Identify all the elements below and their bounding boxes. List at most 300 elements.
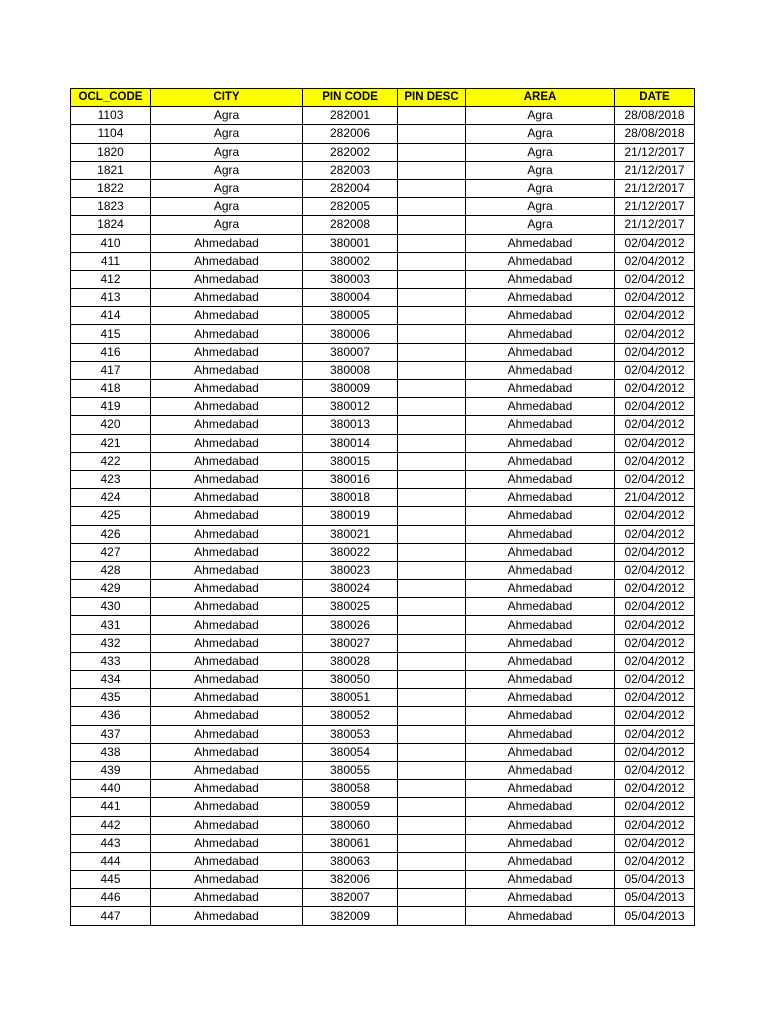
city-cell: Ahmedabad (151, 598, 303, 616)
pin-desc-cell (398, 252, 466, 270)
ocl-code-cell: 441 (71, 798, 151, 816)
area-cell: Ahmedabad (466, 780, 615, 798)
area-cell: Ahmedabad (466, 816, 615, 834)
pin-desc-cell (398, 598, 466, 616)
pin-code-cell: 282002 (303, 143, 398, 161)
area-cell: Ahmedabad (466, 671, 615, 689)
table-row (71, 580, 695, 598)
area-cell: Ahmedabad (466, 489, 615, 507)
area-cell: Ahmedabad (466, 343, 615, 361)
date-cell: 21/12/2017 (615, 161, 695, 179)
date-cell: 02/04/2012 (615, 725, 695, 743)
pin-code-cell: 382007 (303, 889, 398, 907)
pin-code-cell: 380001 (303, 234, 398, 252)
table-row (71, 416, 695, 434)
pin-desc-cell (398, 816, 466, 834)
table-row (71, 125, 695, 143)
table-row (71, 743, 695, 761)
date-cell: 02/04/2012 (615, 780, 695, 798)
table-row (71, 343, 695, 361)
date-cell: 02/04/2012 (615, 652, 695, 670)
city-cell: Ahmedabad (151, 525, 303, 543)
ocl-code-cell: 439 (71, 761, 151, 779)
ocl-code-cell: 426 (71, 525, 151, 543)
table-row (71, 798, 695, 816)
table-row (71, 289, 695, 307)
pin-desc-cell (398, 198, 466, 216)
pin-desc-cell (398, 871, 466, 889)
area-cell: Agra (466, 107, 615, 125)
date-cell: 02/04/2012 (615, 616, 695, 634)
pin-code-cell: 380026 (303, 616, 398, 634)
city-cell: Agra (151, 143, 303, 161)
date-cell: 02/04/2012 (615, 634, 695, 652)
pin-code-cell: 282001 (303, 107, 398, 125)
city-cell: Ahmedabad (151, 907, 303, 925)
ocl-code-cell: 436 (71, 707, 151, 725)
date-cell: 28/08/2018 (615, 107, 695, 125)
city-cell: Agra (151, 125, 303, 143)
table-row (71, 307, 695, 325)
ocl-code-cell: 446 (71, 889, 151, 907)
pin-code-cell: 380027 (303, 634, 398, 652)
pin-desc-cell (398, 561, 466, 579)
header-pin-code: PIN CODE (303, 89, 398, 107)
pin-desc-cell (398, 470, 466, 488)
table-row (71, 489, 695, 507)
table-row (71, 380, 695, 398)
city-cell: Ahmedabad (151, 543, 303, 561)
pin-desc-cell (398, 343, 466, 361)
pin-desc-cell (398, 289, 466, 307)
date-cell: 02/04/2012 (615, 361, 695, 379)
pin-code-cell: 282003 (303, 161, 398, 179)
table-row (71, 143, 695, 161)
table-row (71, 525, 695, 543)
ocl-code-cell: 445 (71, 871, 151, 889)
area-cell: Ahmedabad (466, 561, 615, 579)
area-cell: Ahmedabad (466, 325, 615, 343)
area-cell: Ahmedabad (466, 398, 615, 416)
table-row (71, 689, 695, 707)
area-cell: Ahmedabad (466, 743, 615, 761)
table-row (71, 761, 695, 779)
area-cell: Ahmedabad (466, 289, 615, 307)
table-row (71, 470, 695, 488)
pin-desc-cell (398, 489, 466, 507)
pin-desc-cell (398, 361, 466, 379)
date-cell: 02/04/2012 (615, 325, 695, 343)
table-row (71, 634, 695, 652)
pin-code-cell: 380005 (303, 307, 398, 325)
pin-code-cell: 380019 (303, 507, 398, 525)
ocl-code-cell: 430 (71, 598, 151, 616)
ocl-code-cell: 423 (71, 470, 151, 488)
table-row (71, 907, 695, 925)
pin-desc-cell (398, 725, 466, 743)
date-cell: 02/04/2012 (615, 671, 695, 689)
pin-code-cell: 382006 (303, 871, 398, 889)
table-row (71, 507, 695, 525)
pin-code-cell: 380003 (303, 270, 398, 288)
pin-desc-cell (398, 434, 466, 452)
table-row (71, 179, 695, 197)
ocl-code-cell: 420 (71, 416, 151, 434)
area-cell: Ahmedabad (466, 307, 615, 325)
date-cell: 21/04/2012 (615, 489, 695, 507)
pin-desc-cell (398, 743, 466, 761)
pin-code-cell: 380022 (303, 543, 398, 561)
table-row (71, 616, 695, 634)
table-row (71, 252, 695, 270)
area-cell: Agra (466, 143, 615, 161)
ocl-code-cell: 433 (71, 652, 151, 670)
pin-code-cell: 380028 (303, 652, 398, 670)
pin-code-cell: 380007 (303, 343, 398, 361)
area-cell: Ahmedabad (466, 871, 615, 889)
area-cell: Ahmedabad (466, 634, 615, 652)
city-cell: Ahmedabad (151, 852, 303, 870)
pin-desc-cell (398, 907, 466, 925)
area-cell: Ahmedabad (466, 834, 615, 852)
date-cell: 02/04/2012 (615, 434, 695, 452)
city-cell: Ahmedabad (151, 561, 303, 579)
area-cell: Ahmedabad (466, 798, 615, 816)
city-cell: Ahmedabad (151, 452, 303, 470)
area-cell: Agra (466, 161, 615, 179)
date-cell: 02/04/2012 (615, 561, 695, 579)
ocl-code-cell: 1824 (71, 216, 151, 234)
pin-code-cell: 382009 (303, 907, 398, 925)
ocl-code-cell: 428 (71, 561, 151, 579)
pin-code-cell: 380018 (303, 489, 398, 507)
table-row (71, 671, 695, 689)
table-row (71, 216, 695, 234)
table-row (71, 198, 695, 216)
area-cell: Ahmedabad (466, 852, 615, 870)
table-row (71, 816, 695, 834)
area-cell: Ahmedabad (466, 689, 615, 707)
ocl-code-cell: 421 (71, 434, 151, 452)
pin-desc-cell (398, 380, 466, 398)
ocl-code-cell: 414 (71, 307, 151, 325)
area-cell: Ahmedabad (466, 361, 615, 379)
pin-desc-cell (398, 325, 466, 343)
pin-code-cell: 380058 (303, 780, 398, 798)
city-cell: Agra (151, 179, 303, 197)
date-cell: 21/12/2017 (615, 216, 695, 234)
area-cell: Ahmedabad (466, 525, 615, 543)
table-row (71, 725, 695, 743)
header-ocl-code: OCL_CODE (71, 89, 151, 107)
city-cell: Ahmedabad (151, 725, 303, 743)
date-cell: 02/04/2012 (615, 798, 695, 816)
city-cell: Ahmedabad (151, 380, 303, 398)
area-cell: Ahmedabad (466, 761, 615, 779)
ocl-code-cell: 438 (71, 743, 151, 761)
area-cell: Ahmedabad (466, 470, 615, 488)
pin-code-cell: 282008 (303, 216, 398, 234)
pin-code-cell: 380050 (303, 671, 398, 689)
table-body (71, 107, 695, 925)
date-cell: 02/04/2012 (615, 834, 695, 852)
city-cell: Ahmedabad (151, 871, 303, 889)
city-cell: Ahmedabad (151, 780, 303, 798)
ocl-code-cell: 1822 (71, 179, 151, 197)
pin-code-cell: 380054 (303, 743, 398, 761)
pincode-table (70, 88, 695, 926)
pin-desc-cell (398, 416, 466, 434)
city-cell: Ahmedabad (151, 507, 303, 525)
date-cell: 21/12/2017 (615, 198, 695, 216)
date-cell: 02/04/2012 (615, 580, 695, 598)
ocl-code-cell: 417 (71, 361, 151, 379)
pin-desc-cell (398, 452, 466, 470)
area-cell: Ahmedabad (466, 889, 615, 907)
city-cell: Ahmedabad (151, 816, 303, 834)
ocl-code-cell: 418 (71, 380, 151, 398)
pin-code-cell: 380008 (303, 361, 398, 379)
ocl-code-cell: 442 (71, 816, 151, 834)
city-cell: Ahmedabad (151, 798, 303, 816)
pin-desc-cell (398, 834, 466, 852)
city-cell: Ahmedabad (151, 343, 303, 361)
date-cell: 02/04/2012 (615, 743, 695, 761)
ocl-code-cell: 444 (71, 852, 151, 870)
area-cell: Ahmedabad (466, 507, 615, 525)
ocl-code-cell: 443 (71, 834, 151, 852)
table-row (71, 434, 695, 452)
area-cell: Ahmedabad (466, 725, 615, 743)
pin-desc-cell (398, 634, 466, 652)
pin-code-cell: 380006 (303, 325, 398, 343)
ocl-code-cell: 1823 (71, 198, 151, 216)
header-area: AREA (466, 89, 615, 107)
pin-code-cell: 380002 (303, 252, 398, 270)
area-cell: Ahmedabad (466, 252, 615, 270)
pin-desc-cell (398, 689, 466, 707)
area-cell: Agra (466, 198, 615, 216)
pin-desc-cell (398, 761, 466, 779)
ocl-code-cell: 435 (71, 689, 151, 707)
date-cell: 02/04/2012 (615, 452, 695, 470)
city-cell: Ahmedabad (151, 580, 303, 598)
pin-desc-cell (398, 125, 466, 143)
date-cell: 02/04/2012 (615, 525, 695, 543)
city-cell: Agra (151, 198, 303, 216)
table-row (71, 398, 695, 416)
table-row (71, 234, 695, 252)
date-cell: 02/04/2012 (615, 398, 695, 416)
pin-code-cell: 380055 (303, 761, 398, 779)
pin-desc-cell (398, 216, 466, 234)
city-cell: Ahmedabad (151, 325, 303, 343)
city-cell: Ahmedabad (151, 398, 303, 416)
date-cell: 02/04/2012 (615, 380, 695, 398)
pin-code-cell: 380024 (303, 580, 398, 598)
city-cell: Ahmedabad (151, 361, 303, 379)
city-cell: Agra (151, 107, 303, 125)
pin-desc-cell (398, 179, 466, 197)
table-row (71, 161, 695, 179)
ocl-code-cell: 429 (71, 580, 151, 598)
pin-code-cell: 380052 (303, 707, 398, 725)
pin-code-cell: 282006 (303, 125, 398, 143)
ocl-code-cell: 411 (71, 252, 151, 270)
table-row (71, 852, 695, 870)
pin-desc-cell (398, 507, 466, 525)
ocl-code-cell: 437 (71, 725, 151, 743)
pin-desc-cell (398, 398, 466, 416)
date-cell: 02/04/2012 (615, 707, 695, 725)
pin-desc-cell (398, 307, 466, 325)
area-cell: Ahmedabad (466, 707, 615, 725)
pin-code-cell: 380013 (303, 416, 398, 434)
table-row (71, 871, 695, 889)
date-cell: 05/04/2013 (615, 907, 695, 925)
ocl-code-cell: 434 (71, 671, 151, 689)
area-cell: Ahmedabad (466, 270, 615, 288)
pin-code-cell: 380059 (303, 798, 398, 816)
area-cell: Agra (466, 179, 615, 197)
date-cell: 02/04/2012 (615, 252, 695, 270)
city-cell: Ahmedabad (151, 689, 303, 707)
pin-code-cell: 282004 (303, 179, 398, 197)
ocl-code-cell: 422 (71, 452, 151, 470)
pin-desc-cell (398, 543, 466, 561)
city-cell: Ahmedabad (151, 652, 303, 670)
table-row (71, 543, 695, 561)
table-row (71, 834, 695, 852)
table-row (71, 780, 695, 798)
pin-desc-cell (398, 707, 466, 725)
ocl-code-cell: 416 (71, 343, 151, 361)
ocl-code-cell: 427 (71, 543, 151, 561)
ocl-code-cell: 419 (71, 398, 151, 416)
pin-desc-cell (398, 852, 466, 870)
pin-code-cell: 380014 (303, 434, 398, 452)
pin-desc-cell (398, 580, 466, 598)
pin-desc-cell (398, 107, 466, 125)
city-cell: Ahmedabad (151, 707, 303, 725)
pin-code-cell: 380063 (303, 852, 398, 870)
pin-desc-cell (398, 652, 466, 670)
area-cell: Agra (466, 125, 615, 143)
ocl-code-cell: 1820 (71, 143, 151, 161)
date-cell: 02/04/2012 (615, 289, 695, 307)
date-cell: 02/04/2012 (615, 689, 695, 707)
pin-code-cell: 380021 (303, 525, 398, 543)
table-row (71, 452, 695, 470)
ocl-code-cell: 1103 (71, 107, 151, 125)
table-row (71, 652, 695, 670)
date-cell: 02/04/2012 (615, 598, 695, 616)
pin-code-cell: 380061 (303, 834, 398, 852)
pin-desc-cell (398, 161, 466, 179)
city-cell: Ahmedabad (151, 761, 303, 779)
city-cell: Ahmedabad (151, 470, 303, 488)
city-cell: Ahmedabad (151, 434, 303, 452)
date-cell: 02/04/2012 (615, 507, 695, 525)
ocl-code-cell: 425 (71, 507, 151, 525)
date-cell: 21/12/2017 (615, 179, 695, 197)
ocl-code-cell: 431 (71, 616, 151, 634)
pin-code-cell: 380012 (303, 398, 398, 416)
pin-desc-cell (398, 798, 466, 816)
pin-desc-cell (398, 889, 466, 907)
pin-desc-cell (398, 525, 466, 543)
area-cell: Ahmedabad (466, 434, 615, 452)
area-cell: Ahmedabad (466, 652, 615, 670)
area-cell: Ahmedabad (466, 416, 615, 434)
table-row (71, 325, 695, 343)
pin-desc-cell (398, 270, 466, 288)
date-cell: 21/12/2017 (615, 143, 695, 161)
ocl-code-cell: 412 (71, 270, 151, 288)
pin-code-cell: 380051 (303, 689, 398, 707)
city-cell: Ahmedabad (151, 289, 303, 307)
date-cell: 02/04/2012 (615, 761, 695, 779)
pin-code-cell: 380015 (303, 452, 398, 470)
date-cell: 05/04/2013 (615, 889, 695, 907)
city-cell: Ahmedabad (151, 416, 303, 434)
pin-desc-cell (398, 780, 466, 798)
city-cell: Ahmedabad (151, 743, 303, 761)
date-cell: 02/04/2012 (615, 416, 695, 434)
table-row (71, 707, 695, 725)
area-cell: Ahmedabad (466, 380, 615, 398)
ocl-code-cell: 1821 (71, 161, 151, 179)
date-cell: 02/04/2012 (615, 543, 695, 561)
ocl-code-cell: 413 (71, 289, 151, 307)
city-cell: Agra (151, 161, 303, 179)
city-cell: Ahmedabad (151, 307, 303, 325)
city-cell: Ahmedabad (151, 252, 303, 270)
city-cell: Ahmedabad (151, 234, 303, 252)
pin-desc-cell (398, 671, 466, 689)
table-row (71, 107, 695, 125)
pin-code-cell: 380023 (303, 561, 398, 579)
header-pin-desc: PIN DESC (398, 89, 466, 107)
table-row (71, 561, 695, 579)
date-cell: 02/04/2012 (615, 234, 695, 252)
date-cell: 02/04/2012 (615, 816, 695, 834)
table-row (71, 361, 695, 379)
table-row (71, 889, 695, 907)
city-cell: Ahmedabad (151, 671, 303, 689)
ocl-code-cell: 1104 (71, 125, 151, 143)
pin-desc-cell (398, 143, 466, 161)
ocl-code-cell: 415 (71, 325, 151, 343)
pin-code-cell: 380009 (303, 380, 398, 398)
pin-code-cell: 380004 (303, 289, 398, 307)
date-cell: 28/08/2018 (615, 125, 695, 143)
ocl-code-cell: 440 (71, 780, 151, 798)
date-cell: 02/04/2012 (615, 307, 695, 325)
city-cell: Ahmedabad (151, 270, 303, 288)
city-cell: Ahmedabad (151, 616, 303, 634)
date-cell: 02/04/2012 (615, 852, 695, 870)
pin-code-cell: 380053 (303, 725, 398, 743)
city-cell: Ahmedabad (151, 834, 303, 852)
city-cell: Ahmedabad (151, 489, 303, 507)
date-cell: 02/04/2012 (615, 343, 695, 361)
header-date: DATE (615, 89, 695, 107)
area-cell: Ahmedabad (466, 580, 615, 598)
pin-code-cell: 380060 (303, 816, 398, 834)
ocl-code-cell: 410 (71, 234, 151, 252)
date-cell: 05/04/2013 (615, 871, 695, 889)
